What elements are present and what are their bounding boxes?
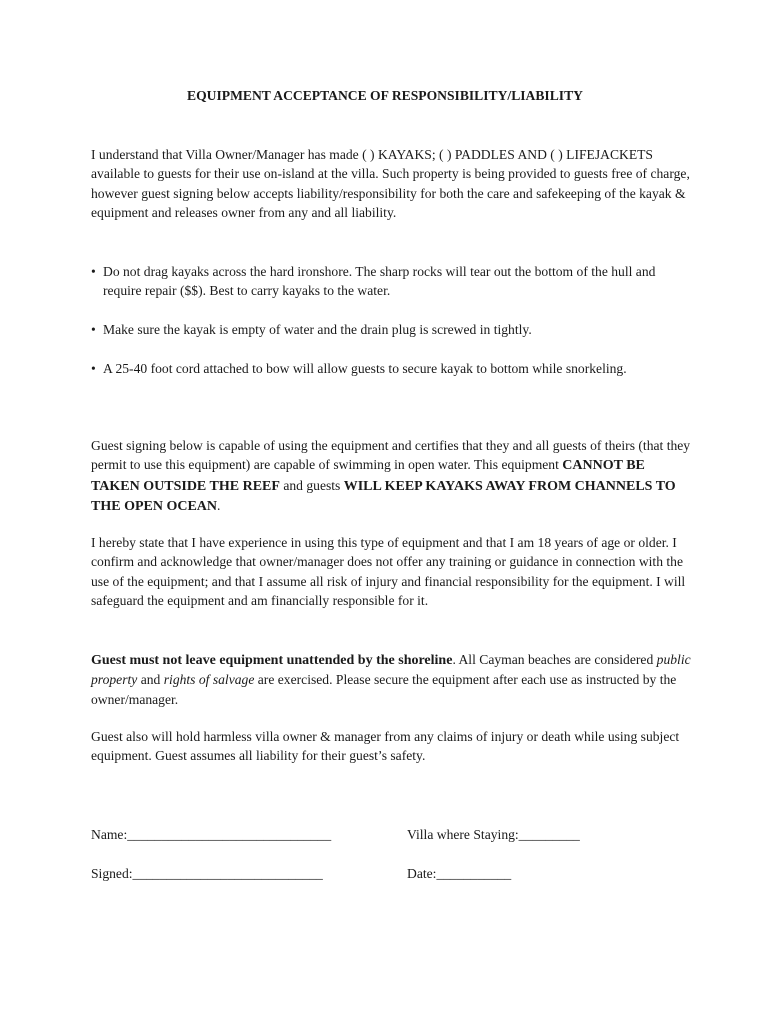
guest-capable-text-1: Guest signing below is capable of using the equipment and certifies that they and all guests of theirs (that they permit to use this equipment) are capable of swimming in open water. This equipment xyxy=(91,438,691,473)
bullet-text: Make sure the kayak is empty of water and the drain plug is screwed in tightly. xyxy=(103,322,532,337)
shoreline-text-2: and xyxy=(137,672,164,688)
shoreline-paragraph xyxy=(91,650,691,709)
bullet-item-ironshore xyxy=(91,262,693,301)
document-title: EQUIPMENT ACCEPTANCE OF RESPONSIBILITY/LIABILITY xyxy=(187,88,583,103)
villa-field[interactable]: Villa where Staying:_________ xyxy=(407,827,580,842)
channels-warning: WILL KEEP KAYAKS AWAY FROM CHANNELS TO THE OPEN OCEAN xyxy=(91,478,676,515)
shoreline-text-3: are exercised. Please secure the equipment after each use as instructed by the owner/manager. xyxy=(91,672,677,707)
public-property-term: public property xyxy=(91,652,691,688)
reef-warning: CANNOT BE TAKEN OUTSIDE THE REEF xyxy=(91,458,645,494)
shoreline-warning: Guest must not leave equipment unattended by the shoreline xyxy=(91,653,453,668)
signature-field[interactable]: Signed:____________________________ xyxy=(91,866,323,881)
bullet-text: Do not drag kayaks across the hard ironshore. The sharp rocks will tear out the bottom of the hull and require repair ($$). Best to carry kayaks to the water. xyxy=(103,264,656,299)
shoreline-text-1: . All Cayman beaches are considered xyxy=(452,652,657,667)
bullet-item-cord xyxy=(91,359,693,378)
experience-paragraph: I hereby state that I have experience in using this type of equipment and that I am 18 years of age or older. I confirm and acknowledge that owner/manager does not offer any training or guidance in connection with the use of the equipment; and that I assume all risk of injury and financial responsibility for the equipment. I will safeguard the equipment and am financially responsible for it. xyxy=(91,535,686,609)
name-field[interactable]: Name:______________________________ xyxy=(91,827,332,842)
bullet-icon: • xyxy=(91,322,96,337)
intro-paragraph: I understand that Villa Owner/Manager has made ( ) KAYAKS; ( ) PADDLES AND ( ) LIFEJACKETS available to guests for their use on-island at the villa. Such property is being provided to guests free of charge, however guest signing below accepts liability/responsibility for both the care and safekeeping of the kayak & equipment and releases owner from any and all liability. xyxy=(91,147,690,221)
bullet-item-drain-plug xyxy=(91,320,693,339)
guest-capable-paragraph xyxy=(91,436,691,517)
date-field[interactable]: Date:___________ xyxy=(407,866,512,881)
rights-of-salvage-term: rights of salvage xyxy=(163,672,255,688)
guest-capable-text-2: and guests xyxy=(279,477,344,493)
bullet-text: A 25-40 foot cord attached to bow will allow guests to secure kayak to bottom while snorkeling. xyxy=(103,361,627,376)
bullet-icon: • xyxy=(91,264,96,279)
bullet-icon: • xyxy=(91,361,96,376)
guest-capable-text-3: . xyxy=(217,498,221,514)
hold-harmless-paragraph: Guest also will hold harmless villa owner & manager from any claims of injury or death while using subject equipment. Guest assumes all liability for their guest’s safety. xyxy=(91,729,680,764)
